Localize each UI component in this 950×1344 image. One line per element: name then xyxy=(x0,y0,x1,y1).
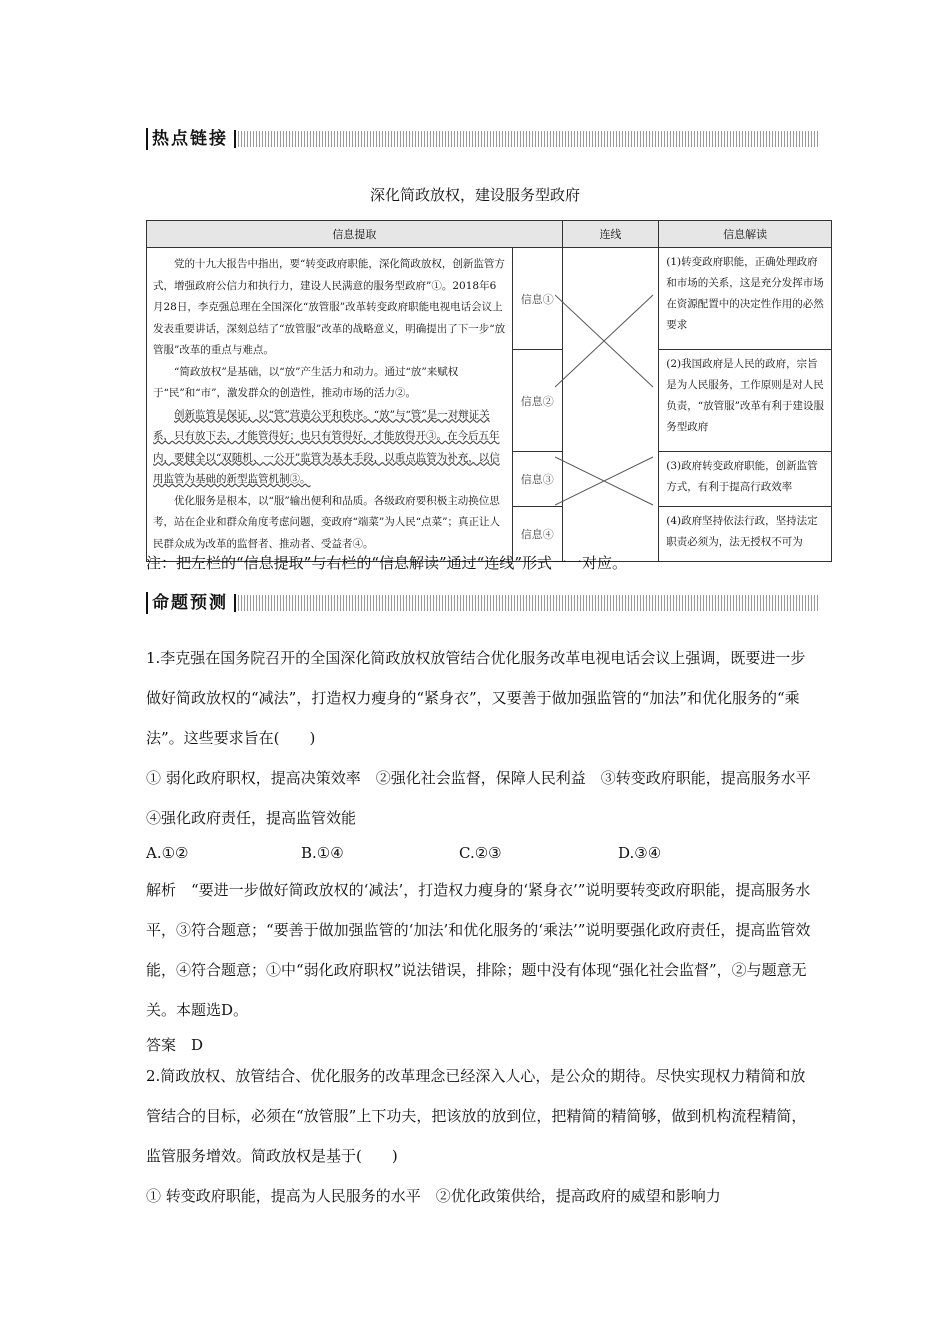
paragraph: 优化服务是根本，以“服”输出便利和品质。各级政府要积极主动换位思考，站在企业和群众角度考虑问题，变政府“端菜”为人民“点菜”；真正让人民群众成为改革的监督者、推动者、受益者④。 xyxy=(153,494,500,550)
section-hatch-divider xyxy=(238,595,818,611)
header-info-extract: 信息提取 xyxy=(147,221,563,248)
header-link: 连线 xyxy=(562,221,659,248)
connecting-lines xyxy=(555,247,655,537)
option-d: D.③④ xyxy=(618,844,662,862)
question-2-stem: 2.简政放权、放管结合、优化服务的改革理念已经深入人心，是公众的期待。尽快实现权力精简和放管结合的目标，必须在“放管服”上下功夫，把该放的放到位，把精简的精简够，做到机构流程精简，监管服务增效。简政放权是基于( ) xyxy=(146,1067,807,1165)
info-extract-text xyxy=(147,248,513,562)
question-1-answer: 答案 D xyxy=(146,1036,204,1054)
option-b: B.①④ xyxy=(301,844,344,862)
table-header-row xyxy=(147,221,832,248)
info-label-2: 信息② xyxy=(512,350,562,452)
paragraph: 党的十九大报告中指出，要“转变政府职能，深化简政放权，创新监管方式，增强政府公信力和执行力，建设人民满意的服务型政府”①。2018年6月28日，李克强总理在全国深化“放管服”改革转变政府职能电视电话会议上发表重要讲话，深刻总结了“放管服”改革的战略意义，明确提出了下一步“放管服”改革的重点与难点。 xyxy=(153,258,506,356)
option-a: A.①② xyxy=(146,844,189,862)
section-header-hotlink xyxy=(146,128,818,150)
section-hatch-divider xyxy=(238,131,818,147)
info-matching-table xyxy=(146,220,832,562)
document-title: 深化简政放权，建设服务型政府 xyxy=(369,186,580,204)
section-header-predict xyxy=(146,592,818,614)
section-title: 热点链接 xyxy=(146,128,228,150)
info-label-3: 信息③ xyxy=(512,452,562,507)
table-note: 注：把左栏的“信息提取”与右栏的“信息解读”通过“连线”形式一一对应。 xyxy=(146,554,628,572)
header-info-interpret: 信息解读 xyxy=(659,221,832,248)
question-2-choices: ① 转变政府职能，提高为人民服务的水平 ②优化政策供给，提高政府的威望和影响力 xyxy=(146,1187,721,1205)
paragraph: 创新监管是保证，以“管”营造公平和秩序。“放”与“管”是一对辩证关系，只有放下去，才能管得好；也只有管得好，才能放得开③。在今后五年内，要健全以“双随机、一公开”监管为基本手段，以重点监管为补充，以信用监管为基础的新型监管机制③。 xyxy=(153,408,500,485)
interpret-item-4: (4)政府坚持依法行政，坚持法定职责必须为，法无授权不可为 xyxy=(659,507,832,562)
option-c: C.②③ xyxy=(459,844,502,862)
question-1-choices: ① 弱化政府职权，提高决策效率 ②强化社会监督，保障人民利益 ③转变政府职能，提高服务水平 ④强化政府责任，提高监管效能 xyxy=(146,769,826,827)
paragraph: “简政放权”是基础，以“放”产生活力和动力。通过“放”来赋权于“民”和“市”，激发群众的创造性，推动市场的活力②。 xyxy=(153,365,459,399)
info-label-4: 信息④ xyxy=(512,507,562,562)
question-1-analysis: 解析 “要进一步做好简政放权的‘减法’，打造权力瘦身的‘紧身衣’”说明要转变政府职能，提高服务水平，③符合题意；“要善于做加强监管的‘加法’和优化服务的‘乘法’”说明要强化政府责任，提高监管效能，④符合题意；①中“弱化政府职权”说法错误，排除；题中没有体现“强化社会监督”，②与题意无关。本题选D。 xyxy=(146,881,811,1019)
section-title: 命题预测 xyxy=(146,592,228,614)
interpret-item-3: (3)政府转变政府职能，创新监管方式，有利于提高行政效率 xyxy=(659,452,832,507)
info-label-1: 信息① xyxy=(512,248,562,350)
interpret-item-2: (2)我国政府是人民的政府，宗旨是为人民服务，工作原则是对人民负责，“放管服”改革有利于建设服务型政府 xyxy=(659,350,832,452)
question-1-stem: 1.李克强在国务院召开的全国深化简政放权放管结合优化服务改革电视电话会议上强调，既要进一步做好简政放权的“减法”，打造权力瘦身的“紧身衣”，又要善于做加强监管的“加法”和优化服务的“乘法”。这些要求旨在( ) xyxy=(146,649,806,747)
interpret-item-1: (1)转变政府职能，正确处理政府和市场的关系，这是充分发挥市场在资源配置中的决定性作用的必然要求 xyxy=(659,248,832,350)
